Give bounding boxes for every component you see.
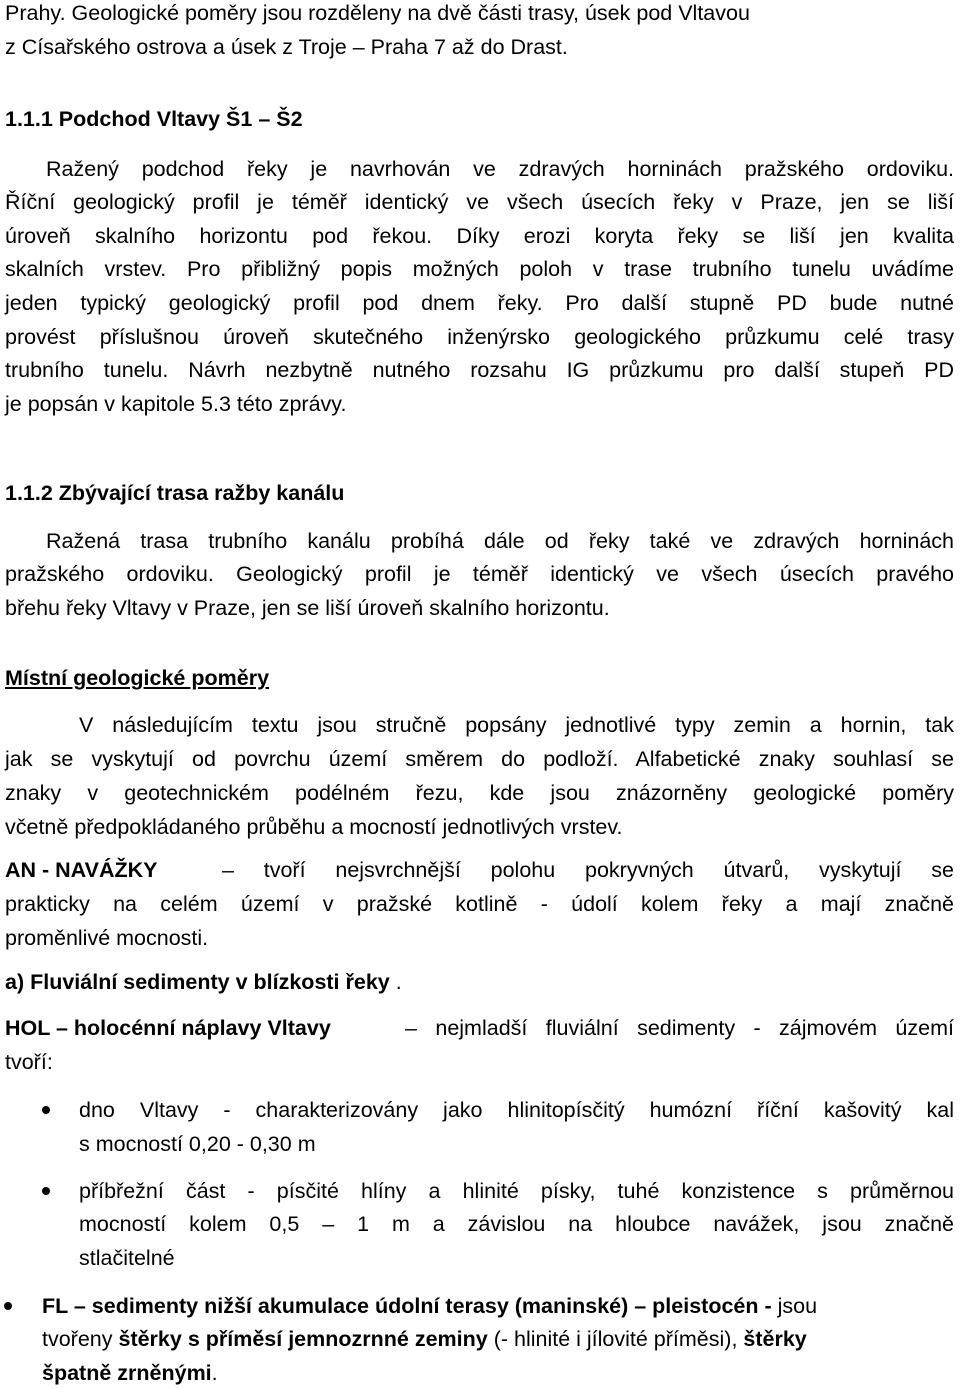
an-line-1: – tvoří nejsvrchnější polohu pokryvných útvarů, vyskytují se [222, 858, 954, 882]
section-heading-1-1-1: 1.1.1 Podchod Vltavy Š1 – Š2 [5, 107, 303, 131]
para-line: břehu řeky Vltavy v Praze, jen se liší úroveň skalního horizontu. [5, 596, 610, 620]
para-line: V následujícím textu jsou stručně popsány jednotlivé typy zemin a hornin, tak [79, 713, 954, 737]
para-line: provést příslušnou úroveň skutečného inženýrsko geologického průzkumu celé trasy [5, 325, 954, 349]
bullet-icon [42, 1187, 50, 1195]
fluvial-heading-dot: . [395, 970, 402, 994]
an-line-2: prakticky na celém území v pražské kotlině - údolí kolem řeky a mají značně [5, 892, 954, 916]
para-line: jak se vyskytují od povrchu území směrem do podloží. Alfabetické znaky souhlasí se [5, 747, 954, 771]
text: . [211, 1361, 218, 1385]
fl-line-3 [42, 1360, 218, 1386]
section-heading-1-1-2: 1.1.2 Zbývající trasa ražby kanálu [5, 481, 345, 505]
para-line: včetně předpokládaného průběhu a mocností jednotlivých vrstev. [5, 815, 623, 839]
hol-line-1: – nejmladší fluviální sedimenty - zájmovém území [405, 1016, 954, 1040]
para-line: Ražená trasa trubního kanálu probíhá dále od řeky také ve zdravých horninách [46, 529, 954, 553]
para-line: trubního tunelu. Návrh nezbytně nutného rozsahu IG průzkumu pro další stupeň PD [5, 358, 954, 382]
fluvial-heading: a) Fluviální sedimenty v blízkosti řeky [5, 970, 390, 994]
local-geology-heading: Místní geologické poměry [5, 666, 270, 690]
intro-line-2: z Císařského ostrova a úsek z Troje – Praha 7 až do Drast. [5, 35, 568, 59]
hol-label: HOL – holocénní náplavy Vltavy [5, 1016, 331, 1040]
para-line: jeden typický geologický profil pod dnem řeky. Pro další stupně PD bude nutné [5, 291, 954, 315]
bold-text: špatně zrněnými [42, 1361, 212, 1385]
fluvial-heading-row [5, 969, 402, 995]
fl-line-2 [42, 1326, 807, 1352]
bullet-1-line-2: s mocností 0,20 - 0,30 m [79, 1132, 316, 1156]
hol-line-2: tvoří: [5, 1050, 53, 1074]
an-label: AN - NAVÁŽKY [5, 858, 158, 882]
bullet-1-line-1: dno Vltavy - charakterizovány jako hlinitopísčitý humózní říční kašovitý kal [79, 1098, 954, 1122]
para-line: skalních vrstev. Pro přibližný popis možných poloh v trase trubního tunelu uvádíme [5, 257, 954, 281]
para-line: je popsán v kapitole 5.3 této zprávy. [5, 392, 347, 416]
an-line-3: proměnlivé mocnosti. [5, 926, 209, 950]
text: tvořeny [42, 1327, 119, 1351]
intro-line-1 [5, 0, 954, 26]
text: Prahy. Geologické poměry jsou rozděleny na dvě části trasy, úsek pod Vltavou [5, 1, 750, 25]
fl-line-1 [42, 1293, 817, 1319]
text: (- hlinité i jílovité příměsi), [487, 1327, 744, 1351]
bullet-icon [4, 1302, 12, 1310]
bullet-2-line-3: stlačitelné [79, 1246, 175, 1270]
para-line: úroveň skalního horizontu pod řekou. Díky erozi koryta řeky se liší jen kvalita [5, 224, 954, 248]
bullet-2-line-1: příbřežní část - písčité hlíny a hlinité písky, tuhé konzistence s průměrnou [79, 1179, 954, 1203]
bullet-2-line-2: mocností kolem 0,5 – 1 m a závislou na hloubce navážek, jsou značně [79, 1212, 954, 1236]
fl-rest-text: jsou [771, 1294, 818, 1318]
para-line: pražského ordoviku. Geologický profil je téměř identický ve všech úsecích pravého [5, 562, 954, 586]
bold-text: štěrky [743, 1327, 807, 1351]
para-line: Říční geologický profil je téměř identický ve všech úsecích řeky v Praze, jen se liší [5, 190, 954, 214]
bold-text: štěrky s příměsí jemnozrnné zeminy [118, 1327, 488, 1351]
bullet-icon [42, 1106, 50, 1114]
para-line: znaky v geotechnickém podélném řezu, kde jsou znázorněny geologické poměry [5, 781, 954, 805]
para-line: Ražený podchod řeky je navrhován ve zdravých horninách pražského ordoviku. [46, 157, 954, 181]
fl-bold-text: FL – sedimenty nižší akumulace údolní terasy (maninské) – pleistocén - [42, 1294, 772, 1318]
